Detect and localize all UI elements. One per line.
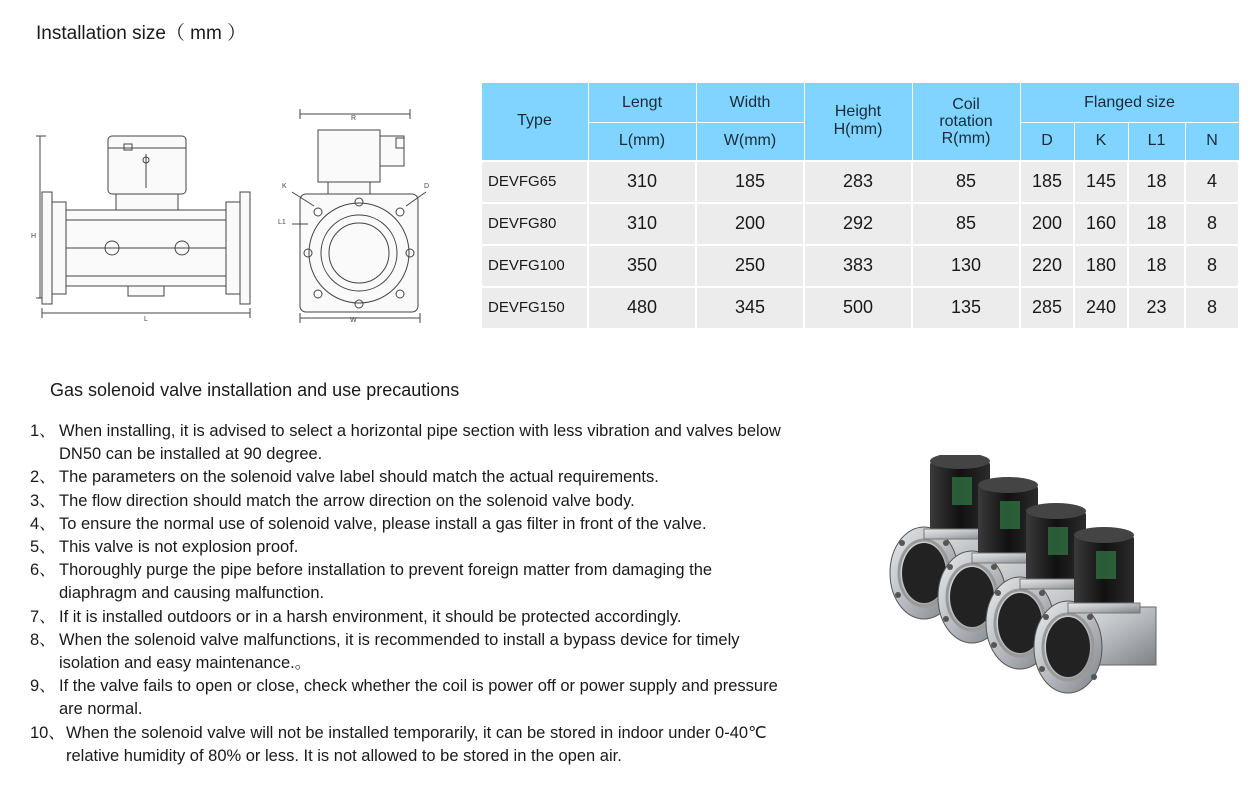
item-text-continued: are normal. <box>59 700 143 719</box>
table-row <box>481 161 1239 203</box>
cell-type: DEVFG65 <box>481 161 588 203</box>
cell-k: 240 <box>1074 287 1128 329</box>
header-height-label: Height <box>834 103 882 121</box>
item-number: 10、 <box>30 723 65 742</box>
cell-r: 85 <box>912 203 1020 245</box>
list-item <box>30 490 870 513</box>
item-number: 8、 <box>30 630 56 649</box>
header-width: Width <box>696 83 804 123</box>
cell-n: 8 <box>1185 287 1239 329</box>
header-height-unit: H(mm) <box>833 121 883 139</box>
installation-size-table <box>480 82 1240 330</box>
cell-r: 135 <box>912 287 1020 329</box>
item-text: Thoroughly purge the pipe before installation to prevent foreign matter from damaging the <box>59 561 713 580</box>
header-width-unit: W(mm) <box>696 123 804 161</box>
item-number: 5、 <box>30 538 56 557</box>
cell-l: 350 <box>588 245 696 287</box>
cell-n: 8 <box>1185 203 1239 245</box>
cell-d: 220 <box>1020 245 1074 287</box>
list-item <box>30 675 870 721</box>
item-number: 2、 <box>30 468 56 487</box>
cell-type: DEVFG80 <box>481 203 588 245</box>
header-coil-rotation <box>912 83 1020 161</box>
cell-r: 85 <box>912 161 1020 203</box>
header-coil-unit: R(mm) <box>941 129 991 147</box>
cell-r: 130 <box>912 245 1020 287</box>
dimension-label-l: L <box>144 316 148 323</box>
cell-l: 310 <box>588 161 696 203</box>
item-number: 9、 <box>30 677 56 696</box>
cell-d: 185 <box>1020 161 1074 203</box>
cell-l: 310 <box>588 203 696 245</box>
item-number: 4、 <box>30 514 56 533</box>
list-item <box>30 536 870 559</box>
cell-k: 145 <box>1074 161 1128 203</box>
item-number: 3、 <box>30 491 56 510</box>
cell-h: 292 <box>804 203 912 245</box>
list-item <box>30 559 870 605</box>
cell-k: 180 <box>1074 245 1128 287</box>
cell-l: 480 <box>588 287 696 329</box>
item-text-continued: relative humidity of 80% or less. It is not allowed to be stored in the open air. <box>66 746 622 765</box>
list-item <box>30 466 870 489</box>
header-height <box>804 83 912 161</box>
cell-l1: 18 <box>1128 245 1185 287</box>
table-row <box>481 203 1239 245</box>
cell-h: 383 <box>804 245 912 287</box>
header-k: K <box>1074 123 1128 161</box>
dimension-label-k: K <box>282 183 287 190</box>
item-number: 1、 <box>30 422 56 440</box>
item-text-continued: DN50 can be installed at 90 degree. <box>59 445 323 464</box>
header-length: Lengt <box>588 83 696 123</box>
page-title: Installation size（ mm ） <box>36 23 247 44</box>
item-text: This valve is not explosion proof. <box>59 538 299 557</box>
cell-w: 250 <box>696 245 804 287</box>
valve-side-view <box>292 109 426 323</box>
item-text: If it is installed outdoors or in a harsh environment, it should be protected accordingly. <box>59 607 682 626</box>
cell-l1: 23 <box>1128 287 1185 329</box>
cell-type: DEVFG100 <box>481 245 588 287</box>
list-item <box>30 513 870 536</box>
item-text: The parameters on the solenoid valve label should match the actual requirements. <box>59 468 659 487</box>
cell-k: 160 <box>1074 203 1128 245</box>
item-text: If the valve fails to open or close, check whether the coil is power off or power supply and pressure <box>59 677 778 696</box>
cell-n: 8 <box>1185 245 1239 287</box>
cell-n: 4 <box>1185 161 1239 203</box>
header-n: N <box>1185 123 1239 161</box>
header-l1: L1 <box>1128 123 1185 161</box>
item-text-continued: isolation and easy maintenance.。 <box>59 654 312 673</box>
cell-l1: 18 <box>1128 203 1185 245</box>
header-d: D <box>1020 123 1074 161</box>
cell-h: 283 <box>804 161 912 203</box>
precautions-title: Gas solenoid valve installation and use precautions <box>50 380 460 400</box>
cell-type: DEVFG150 <box>481 287 588 329</box>
list-item <box>30 606 870 629</box>
cell-w: 200 <box>696 203 804 245</box>
list-item <box>30 629 870 675</box>
cell-w: 345 <box>696 287 804 329</box>
table-row <box>481 287 1239 329</box>
item-text: When installing, it is advised to select a horizontal pipe section with less vibration and valves below <box>59 422 781 440</box>
valve-product-photo <box>884 455 1184 725</box>
list-item <box>30 722 870 768</box>
item-text: To ensure the normal use of solenoid valve, please install a gas filter in front of the valve. <box>59 514 707 533</box>
item-number: 7、 <box>30 607 56 626</box>
cell-d: 200 <box>1020 203 1074 245</box>
valve-dimension-drawing <box>28 108 448 323</box>
dimension-label-w: W <box>350 317 357 323</box>
cell-d: 285 <box>1020 287 1074 329</box>
header-flanged-size: Flanged size <box>1020 83 1239 123</box>
item-text-continued: diaphragm and causing malfunction. <box>59 584 325 603</box>
cell-w: 185 <box>696 161 804 203</box>
header-type: Type <box>481 83 588 161</box>
header-coil-line2: rotation <box>939 112 993 130</box>
cell-l1: 18 <box>1128 161 1185 203</box>
table-row <box>481 245 1239 287</box>
precautions-list <box>30 420 870 768</box>
list-item <box>30 420 870 466</box>
header-coil-line1: Coil <box>952 95 980 113</box>
cell-h: 500 <box>804 287 912 329</box>
item-number: 6、 <box>30 561 56 580</box>
header-length-unit: L(mm) <box>588 123 696 161</box>
item-text: When the solenoid valve malfunctions, it is recommended to install a bypass device for timely <box>59 630 740 649</box>
dimension-label-r: R <box>351 115 357 122</box>
item-text: The flow direction should match the arrow direction on the solenoid valve body. <box>59 491 635 510</box>
dimension-label-l1: L1 <box>278 219 286 226</box>
valve-front-view <box>36 136 250 318</box>
dimension-label-h: H <box>31 233 37 240</box>
item-text: When the solenoid valve will not be installed temporarily, it can be stored in indoor under 0-40℃ <box>66 723 767 742</box>
dimension-label-d: D <box>424 183 430 190</box>
